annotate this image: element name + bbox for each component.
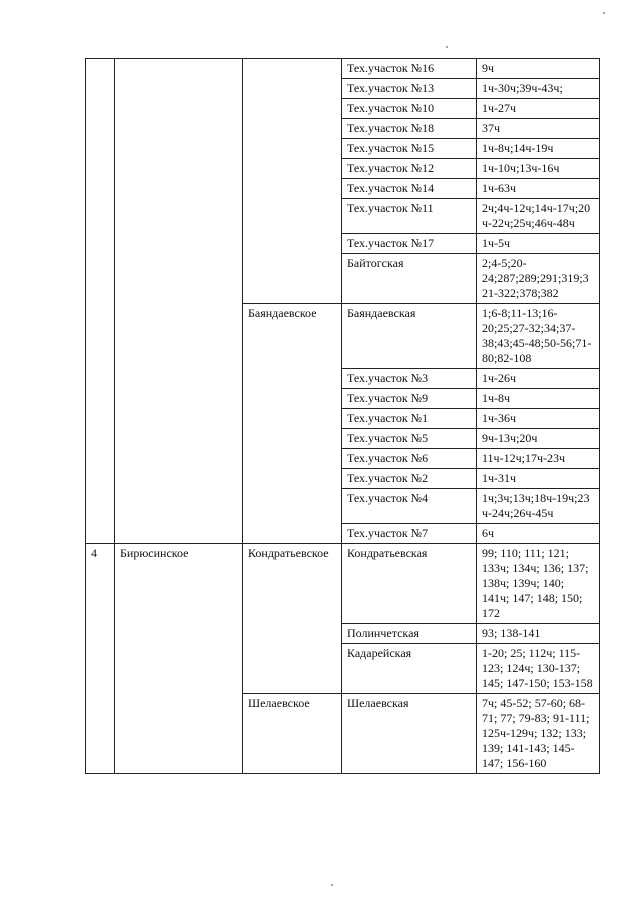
quarters-cell: 1ч-8ч [477, 389, 600, 409]
settlement-cell: Шелаевское [243, 694, 342, 774]
settlement-cell [243, 59, 342, 304]
forestry-table [85, 58, 600, 774]
scan-speck [446, 46, 448, 48]
quarters-cell: 7ч; 45-52; 57-60; 68-71; 77; 79-83; 91-111; 125ч-129ч; 132; 133; 139; 141-143; 145-147; 156-160 [477, 694, 600, 774]
quarters-cell: 2;4-5;20-24;287;289;291;319;321-322;378;382 [477, 254, 600, 304]
district-cell [115, 59, 243, 544]
forestry-cell: Полинчетская [342, 624, 477, 644]
forestry-cell: Тех.участок №14 [342, 179, 477, 199]
table-row [86, 544, 600, 624]
quarters-cell: 1ч;3ч;13ч;18ч-19ч;23ч-24ч;26ч-45ч [477, 489, 600, 524]
forestry-cell: Тех.участок №4 [342, 489, 477, 524]
quarters-cell: 93; 138-141 [477, 624, 600, 644]
forestry-cell: Тех.участок №16 [342, 59, 477, 79]
forestry-cell: Тех.участок №6 [342, 449, 477, 469]
forestry-cell: Тех.участок №2 [342, 469, 477, 489]
settlement-cell: Кондратьевское [243, 544, 342, 694]
quarters-cell: 1ч-8ч;14ч-19ч [477, 139, 600, 159]
quarters-cell: 1-20; 25; 112ч; 115-123; 124ч; 130-137; 145; 147-150; 153-158 [477, 644, 600, 694]
forestry-cell: Тех.участок №18 [342, 119, 477, 139]
quarters-cell: 2ч;4ч-12ч;14ч-17ч;20ч-22ч;25ч;46ч-48ч [477, 199, 600, 234]
quarters-cell: 1ч-27ч [477, 99, 600, 119]
settlement-cell: Баяндаевское [243, 304, 342, 544]
quarters-cell: 1ч-30ч;39ч-43ч; [477, 79, 600, 99]
forestry-cell: Тех.участок №15 [342, 139, 477, 159]
scan-speck [603, 12, 605, 14]
forestry-cell: Кадарейская [342, 644, 477, 694]
quarters-cell: 1ч-5ч [477, 234, 600, 254]
quarters-cell: 1;6-8;11-13;16-20;25;27-32;34;37-38;43;45-48;50-56;71-80;82-108 [477, 304, 600, 369]
forestry-cell: Тех.участок №17 [342, 234, 477, 254]
quarters-cell: 37ч [477, 119, 600, 139]
quarters-cell: 1ч-63ч [477, 179, 600, 199]
forestry-cell: Тех.участок №5 [342, 429, 477, 449]
quarters-cell: 1ч-26ч [477, 369, 600, 389]
row-number-cell [86, 59, 115, 544]
quarters-cell: 9ч [477, 59, 600, 79]
forestry-cell: Баяндаевская [342, 304, 477, 369]
quarters-cell: 11ч-12ч;17ч-23ч [477, 449, 600, 469]
quarters-cell: 1ч-36ч [477, 409, 600, 429]
quarters-cell: 99; 110; 111; 121; 133ч; 134ч; 136; 137; 138ч; 139ч; 140; 141ч; 147; 148; 150; 172 [477, 544, 600, 624]
forestry-cell: Тех.участок №10 [342, 99, 477, 119]
quarters-cell: 1ч-31ч [477, 469, 600, 489]
quarters-cell: 1ч-10ч;13ч-16ч [477, 159, 600, 179]
row-number-cell: 4 [86, 544, 115, 774]
forestry-cell: Кондратьевская [342, 544, 477, 624]
forestry-cell: Байтогская [342, 254, 477, 304]
forestry-cell: Шелаевская [342, 694, 477, 774]
forestry-cell: Тех.участок №12 [342, 159, 477, 179]
quarters-cell: 9ч-13ч;20ч [477, 429, 600, 449]
scan-speck [331, 884, 333, 886]
forestry-cell: Тех.участок №1 [342, 409, 477, 429]
forestry-cell: Тех.участок №7 [342, 524, 477, 544]
table-row [86, 59, 600, 79]
quarters-cell: 6ч [477, 524, 600, 544]
forestry-cell: Тех.участок №11 [342, 199, 477, 234]
forestry-cell: Тех.участок №9 [342, 389, 477, 409]
district-cell: Бирюсинское [115, 544, 243, 774]
forestry-cell: Тех.участок №13 [342, 79, 477, 99]
forestry-cell: Тех.участок №3 [342, 369, 477, 389]
